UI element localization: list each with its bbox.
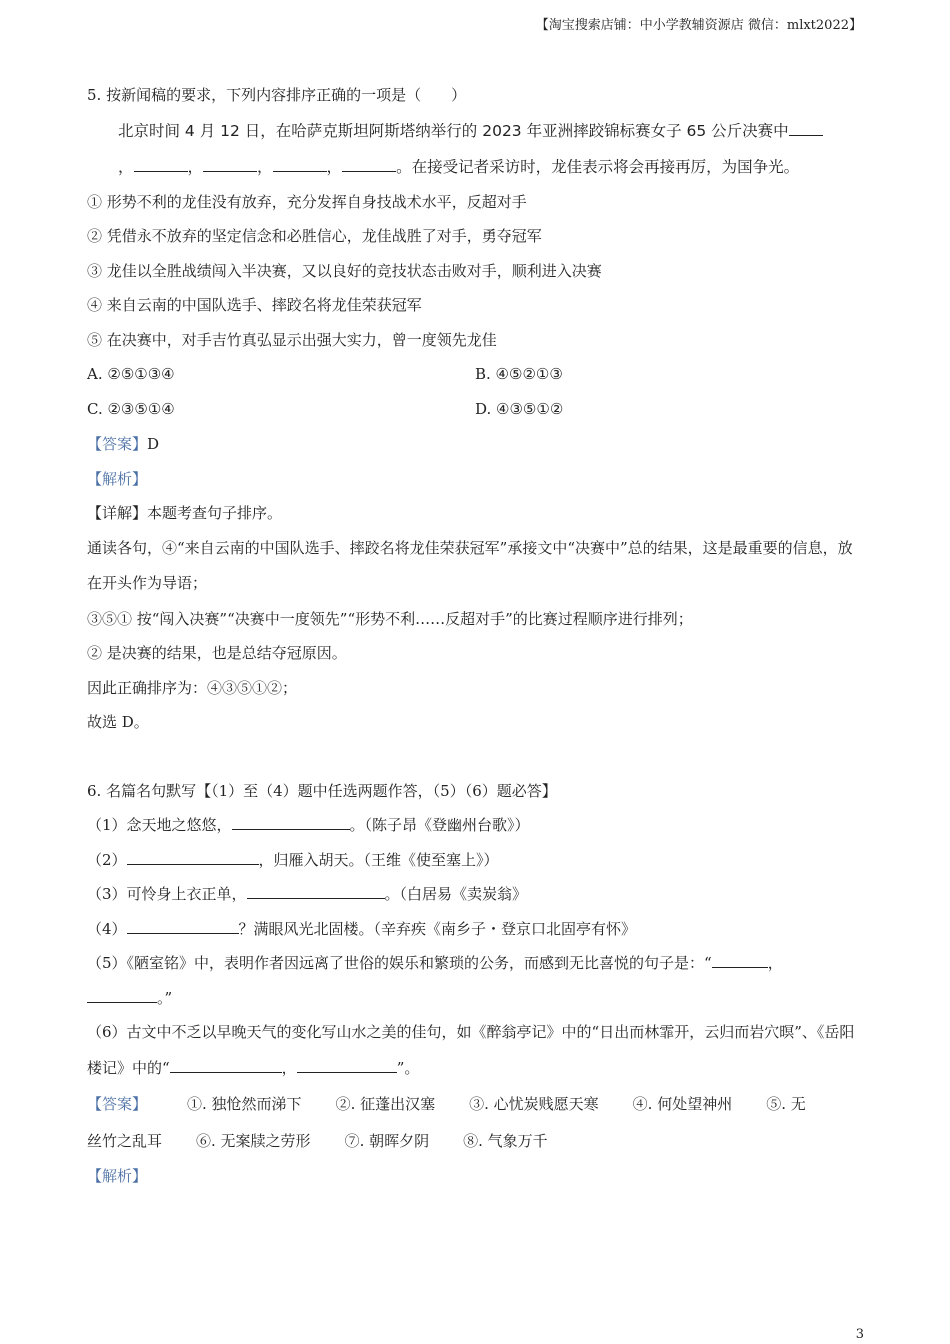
answer-item: ⑤. 无 xyxy=(766,1095,806,1113)
answer-item: ⑦. 朝晖夕阴 xyxy=(344,1131,430,1150)
passage-sep: ， xyxy=(187,157,204,176)
q5-passage-end: 。在接受记者采访时，龙佳表示将会再接再厉，为国争光。 xyxy=(396,157,800,176)
header-note: 【淘宝搜索店铺：中小学教辅资源店 微信：mlxt2022】 xyxy=(535,18,862,33)
q6-sub1 xyxy=(87,808,867,843)
q5-stem: 5. 按新闻稿的要求，下列内容排序正确的一项是（ ） xyxy=(87,86,467,104)
q6-sub3-source: 。（白居易《卖炭翁》 xyxy=(384,885,528,903)
q6-sub2-source: ，归雁入胡天。（王维《使至塞上》） xyxy=(258,850,499,869)
option-a: A. ②⑤①③④ xyxy=(87,365,175,383)
q5-passage-start: 北京时间 4 月 12 日，在哈萨克斯坦阿斯塔纳举行的 2023 年亚洲摔跤锦标赛女子 65 公斤决赛中 xyxy=(118,121,789,140)
analysis-tag: 【解析】 xyxy=(87,469,148,488)
passage-sep: ， xyxy=(257,157,273,176)
q6-sub5 xyxy=(87,946,867,981)
q6-sub2 xyxy=(87,843,867,878)
answer-item: ④. 何处望神州 xyxy=(632,1095,733,1113)
blank xyxy=(273,156,327,172)
q6-analysis xyxy=(87,1159,867,1194)
blank xyxy=(789,120,823,136)
answer-item: ⑧. 气象万千 xyxy=(463,1131,548,1150)
q5-options-row xyxy=(87,357,867,392)
analysis-tag: 【解析】 xyxy=(87,1167,148,1185)
answer-item: ①. 独怆然而涕下 xyxy=(187,1095,302,1113)
blank xyxy=(87,987,157,1003)
q6-sub6-text: （6）古文中不乏以早晚天气的变化写山水之美的佳句，如《醉翁亭记》中的“日出而林霏开，云归而岩穴暝”、《岳阳楼记》中的“ xyxy=(87,1023,855,1077)
option-c: C. ②③⑤①④ xyxy=(87,400,175,418)
q6-sub6-end: ”。 xyxy=(396,1058,420,1077)
answer-item: ②. 征蓬出汉塞 xyxy=(335,1095,436,1113)
spacer xyxy=(87,740,867,774)
q6-sub5-sep: ， xyxy=(767,954,783,972)
answer-tag: 【答案】 xyxy=(87,435,148,453)
q5-item: ① 形势不利的龙佳没有放弃，充分发挥自身技战术水平，反超对手 xyxy=(87,192,527,211)
q6-sub5-cont xyxy=(87,981,867,1016)
q5-detail: 【详解】本题考查句子排序。 xyxy=(87,504,283,522)
passage-sep: ， xyxy=(118,157,134,176)
q6-answer xyxy=(87,1086,867,1123)
q6-stem: 6. 名篇名句默写【（1）至（4）题中任选两题作答，（5）（6）题必答】 xyxy=(87,781,557,800)
blank xyxy=(712,952,768,968)
q5-item: ② 凭借永不放弃的坚定信念和必胜信心，龙佳战胜了对手，勇夺冠军 xyxy=(87,227,542,245)
blank xyxy=(297,1057,397,1073)
answer-item: ③. 心忧炭贱愿天寒 xyxy=(469,1095,599,1113)
q5-explanation: 故选 D。 xyxy=(87,713,149,731)
q5-explanation: ② 是决赛的结果，也是总结夺冠原因。 xyxy=(87,644,347,662)
q6-sub6-sep: ， xyxy=(281,1058,297,1077)
q6-sub5-text: （5）《陋室铭》中，表明作者因远离了世俗的娱乐和繁琐的公务，而感到无比喜悦的句子是：“ xyxy=(87,954,712,972)
q6-sub4 xyxy=(87,912,867,947)
page-number: 3 xyxy=(855,1327,864,1342)
q6-sub1-text: （1）念天地之悠悠， xyxy=(87,816,232,834)
blank xyxy=(170,1057,282,1073)
q6-sub4-source: ？满眼风光北固楼。（辛弃疾《南乡子・登京口北固亭有怀》 xyxy=(238,919,637,938)
answer-item: 丝竹之乱耳 xyxy=(87,1131,163,1150)
passage-sep: ， xyxy=(326,157,343,176)
q6-sub3-text: （3）可怜身上衣正单， xyxy=(87,885,247,903)
option-d: D. ④③⑤①② xyxy=(475,400,564,418)
q5-explanation: ③⑤① 按“闯入决赛”“决赛中一度领先”“形势不利……反超对手”的比赛过程顺序进行排列； xyxy=(87,609,693,628)
q5-analysis xyxy=(87,462,867,497)
q6-sub6 xyxy=(87,1015,867,1086)
q6-sub5-end: 。” xyxy=(157,988,173,1007)
q5-item: ③ 龙佳以全胜战绩闯入半决赛，又以良好的竞技状态击败对手，顺利进入决赛 xyxy=(87,261,602,280)
blank xyxy=(232,814,350,830)
answer-tag: 【答案】 xyxy=(87,1095,148,1113)
q5-item: ⑤ 在决赛中，对手吉竹真弘显示出强大实力，曾一度领先龙佳 xyxy=(87,330,497,349)
q5-explanation: 通读各句，④“来自云南的中国队选手、摔跤名将龙佳荣获冠军”承接文中“决赛中”总的结果，这是最重要的信息，放在开头作为导语； xyxy=(87,538,853,592)
blank xyxy=(127,918,239,934)
q5-item: ④ 来自云南的中国队选手、摔跤名将龙佳荣获冠军 xyxy=(87,296,422,314)
q6-sub4-text: （4） xyxy=(87,919,127,938)
option-b: B. ④⑤②①③ xyxy=(475,365,563,383)
q5-explanation: 因此正确排序为：④③⑤①②； xyxy=(87,678,298,697)
q6-sub3 xyxy=(87,877,867,912)
blank xyxy=(247,883,385,899)
q5-options-row xyxy=(87,392,867,427)
q6-answer-cont xyxy=(87,1123,867,1160)
blank xyxy=(127,849,259,865)
q6-sub2-text: （2） xyxy=(87,850,127,869)
blank xyxy=(342,156,396,172)
blank xyxy=(203,156,257,172)
page-content xyxy=(87,78,867,1194)
q6-sub1-source: 。（陈子昂《登幽州台歌》） xyxy=(349,816,530,834)
answer-value: D xyxy=(147,435,160,453)
blank xyxy=(134,156,188,172)
answer-item: ⑥. 无案牍之劳形 xyxy=(196,1131,311,1150)
q5-passage xyxy=(87,113,867,185)
q5-answer xyxy=(87,427,867,462)
